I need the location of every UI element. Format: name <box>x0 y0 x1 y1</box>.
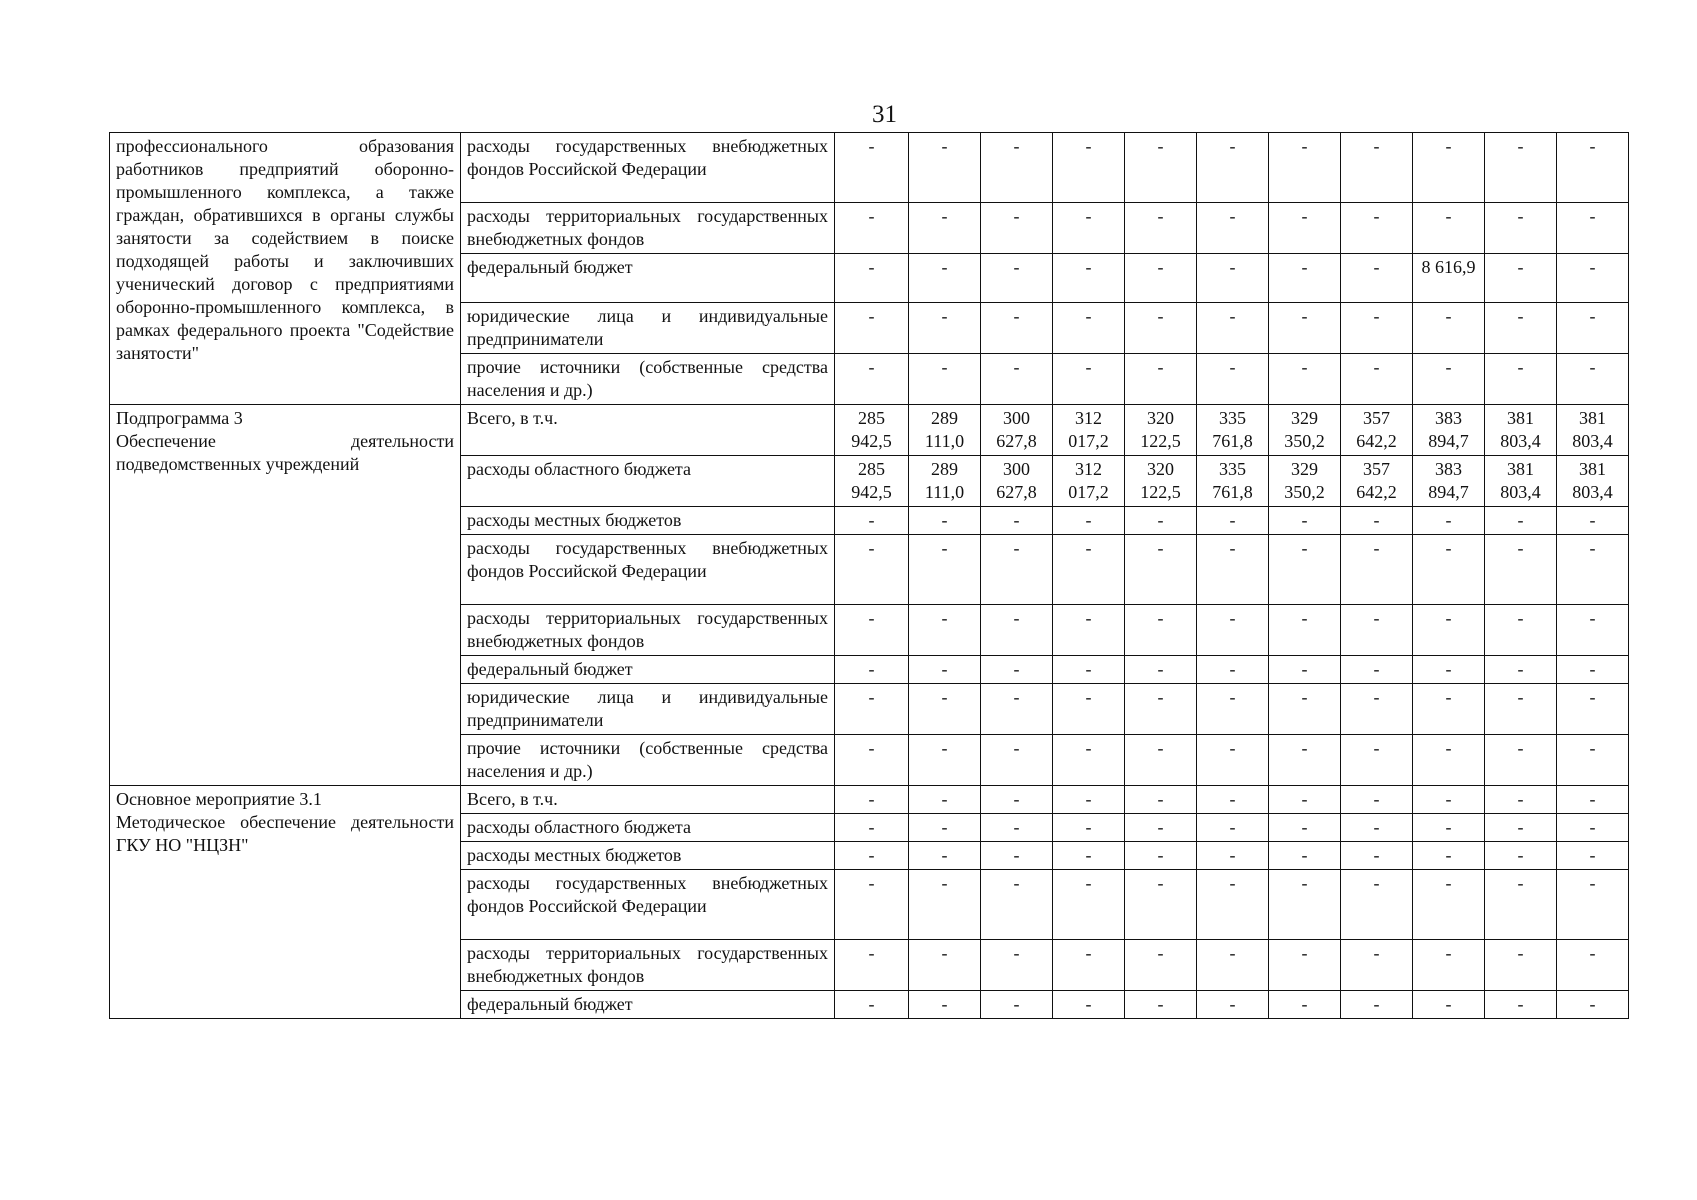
funding-source-cell: прочие источники (собственные средства населения и др.) <box>461 735 835 786</box>
program-name-line: Основное мероприятие 3.1 <box>116 789 322 809</box>
funding-source-cell: федеральный бюджет <box>461 656 835 684</box>
amount-cell: - <box>1485 254 1557 303</box>
amount-cell: - <box>1413 507 1485 535</box>
amount-cell: 381 803,4 <box>1557 405 1629 456</box>
amount-cell: - <box>1557 133 1629 203</box>
amount-cell: - <box>1125 870 1197 940</box>
amount-cell: - <box>1557 203 1629 254</box>
amount-cell: - <box>1125 354 1197 405</box>
amount-cell: - <box>1557 786 1629 814</box>
amount-cell: - <box>1125 940 1197 991</box>
amount-cell: - <box>1557 656 1629 684</box>
amount-cell: - <box>835 254 909 303</box>
amount-cell: - <box>1341 354 1413 405</box>
funding-source-cell: Всего, в т.ч. <box>461 405 835 456</box>
amount-cell: - <box>1413 991 1485 1019</box>
amount-cell: - <box>909 203 981 254</box>
amount-cell: - <box>1413 735 1485 786</box>
amount-cell: 312 017,2 <box>1053 405 1125 456</box>
amount-cell: - <box>1557 870 1629 940</box>
amount-cell: - <box>1557 814 1629 842</box>
amount-cell: - <box>909 354 981 405</box>
amount-cell: 383 894,7 <box>1413 456 1485 507</box>
amount-cell: - <box>909 605 981 656</box>
amount-cell: - <box>1269 786 1341 814</box>
amount-cell: - <box>1053 507 1125 535</box>
amount-cell: 320 122,5 <box>1125 405 1197 456</box>
amount-cell: - <box>1053 684 1125 735</box>
funding-source-cell: юридические лица и индивидуальные предприниматели <box>461 684 835 735</box>
amount-cell: 357 642,2 <box>1341 405 1413 456</box>
amount-cell: - <box>1269 507 1341 535</box>
amount-cell: - <box>835 870 909 940</box>
amount-cell: - <box>1269 870 1341 940</box>
funding-source-cell: федеральный бюджет <box>461 991 835 1019</box>
amount-cell: 300 627,8 <box>981 405 1053 456</box>
amount-cell: - <box>1341 656 1413 684</box>
amount-cell: 285 942,5 <box>835 405 909 456</box>
amount-cell: 8 616,9 <box>1413 254 1485 303</box>
amount-cell: - <box>1557 842 1629 870</box>
amount-cell: - <box>1197 735 1269 786</box>
funding-source-cell: прочие источники (собственные средства населения и др.) <box>461 354 835 405</box>
amount-cell: - <box>1557 991 1629 1019</box>
amount-cell: - <box>1125 507 1197 535</box>
amount-cell: - <box>1485 991 1557 1019</box>
amount-cell: - <box>1125 656 1197 684</box>
amount-cell: - <box>835 735 909 786</box>
amount-cell: - <box>1485 303 1557 354</box>
amount-cell: - <box>1269 735 1341 786</box>
amount-cell: - <box>835 507 909 535</box>
amount-cell: - <box>981 354 1053 405</box>
amount-cell: - <box>1413 870 1485 940</box>
amount-cell: - <box>1341 940 1413 991</box>
amount-cell: - <box>1557 507 1629 535</box>
amount-cell: - <box>909 940 981 991</box>
program-name-cell <box>110 133 461 405</box>
amount-cell: - <box>1413 656 1485 684</box>
amount-cell: - <box>1485 656 1557 684</box>
amount-cell: - <box>1053 605 1125 656</box>
amount-cell: - <box>1341 684 1413 735</box>
funding-source-cell: юридические лица и индивидуальные предприниматели <box>461 303 835 354</box>
amount-cell: 381 803,4 <box>1557 456 1629 507</box>
amount-cell: - <box>1269 842 1341 870</box>
amount-cell: - <box>1269 656 1341 684</box>
amount-cell: 329 350,2 <box>1269 405 1341 456</box>
amount-cell: - <box>1485 133 1557 203</box>
amount-cell: - <box>1053 786 1125 814</box>
amount-cell: 329 350,2 <box>1269 456 1341 507</box>
funding-source-cell: федеральный бюджет <box>461 254 835 303</box>
program-name-line: профессионального образования работников предприятий оборонно-промышленного комплекса, а также граждан, обратившихся в органы службы занятости за содействием в поиске подходящей работы и заключивших ученический договор с предприятиями оборонно-промышленного комплекса, в рамках федерального проекта "Содействие занятости" <box>116 136 454 363</box>
amount-cell: - <box>1485 203 1557 254</box>
amount-cell: - <box>1197 535 1269 605</box>
program-name-cell <box>110 405 461 786</box>
amount-cell: - <box>1197 354 1269 405</box>
amount-cell: - <box>1557 254 1629 303</box>
amount-cell: - <box>835 303 909 354</box>
amount-cell: - <box>1125 303 1197 354</box>
funding-source-cell: расходы областного бюджета <box>461 814 835 842</box>
amount-cell: - <box>835 605 909 656</box>
amount-cell: - <box>981 786 1053 814</box>
amount-cell: - <box>981 735 1053 786</box>
funding-source-cell: расходы территориальных государственных внебюджетных фондов <box>461 203 835 254</box>
amount-cell: - <box>1197 507 1269 535</box>
amount-cell: - <box>835 991 909 1019</box>
amount-cell: - <box>1053 133 1125 203</box>
amount-cell: - <box>909 842 981 870</box>
amount-cell: - <box>1053 303 1125 354</box>
amount-cell: - <box>909 786 981 814</box>
funding-source-cell: расходы территориальных государственных внебюджетных фондов <box>461 605 835 656</box>
amount-cell: - <box>1485 814 1557 842</box>
amount-cell: - <box>1485 684 1557 735</box>
amount-cell: - <box>1197 684 1269 735</box>
amount-cell: - <box>1341 814 1413 842</box>
program-name-line: Методическое обеспечение деятельности ГКУ НО "НЦЗН" <box>116 812 454 855</box>
funding-source-cell: расходы областного бюджета <box>461 456 835 507</box>
amount-cell: - <box>1485 535 1557 605</box>
amount-cell: - <box>1485 786 1557 814</box>
amount-cell: 289 111,0 <box>909 405 981 456</box>
amount-cell: - <box>1413 605 1485 656</box>
amount-cell: - <box>1341 254 1413 303</box>
amount-cell: - <box>1053 870 1125 940</box>
program-name-line: Обеспечение деятельности подведомственных учреждений <box>116 431 454 474</box>
amount-cell: 300 627,8 <box>981 456 1053 507</box>
amount-cell: 381 803,4 <box>1485 456 1557 507</box>
amount-cell: - <box>1053 254 1125 303</box>
amount-cell: - <box>1557 940 1629 991</box>
amount-cell: - <box>1341 133 1413 203</box>
amount-cell: - <box>1557 605 1629 656</box>
amount-cell: - <box>1485 940 1557 991</box>
amount-cell: - <box>835 656 909 684</box>
amount-cell: - <box>1413 814 1485 842</box>
amount-cell: - <box>981 991 1053 1019</box>
amount-cell: 357 642,2 <box>1341 456 1413 507</box>
amount-cell: - <box>1485 870 1557 940</box>
amount-cell: - <box>1341 203 1413 254</box>
amount-cell: - <box>1413 684 1485 735</box>
table-row <box>110 405 1629 456</box>
amount-cell: - <box>909 656 981 684</box>
amount-cell: - <box>1341 605 1413 656</box>
funding-source-cell: расходы государственных внебюджетных фондов Российской Федерации <box>461 535 835 605</box>
amount-cell: - <box>1053 991 1125 1019</box>
amount-cell: - <box>1269 991 1341 1019</box>
amount-cell: - <box>909 991 981 1019</box>
amount-cell: - <box>1125 133 1197 203</box>
budget-table <box>109 132 1629 1019</box>
amount-cell: - <box>981 684 1053 735</box>
amount-cell: - <box>835 786 909 814</box>
table-row <box>110 133 1629 203</box>
amount-cell: - <box>1413 842 1485 870</box>
amount-cell: - <box>1125 991 1197 1019</box>
amount-cell: - <box>1125 786 1197 814</box>
amount-cell: - <box>1269 940 1341 991</box>
amount-cell: - <box>1197 656 1269 684</box>
amount-cell: - <box>1197 605 1269 656</box>
amount-cell: - <box>1269 605 1341 656</box>
amount-cell: - <box>981 203 1053 254</box>
amount-cell: - <box>1125 814 1197 842</box>
amount-cell: - <box>835 133 909 203</box>
amount-cell: - <box>981 133 1053 203</box>
amount-cell: - <box>1197 203 1269 254</box>
page-number: 31 <box>872 101 897 128</box>
amount-cell: - <box>1557 535 1629 605</box>
amount-cell: - <box>909 684 981 735</box>
table-row <box>110 786 1629 814</box>
amount-cell: - <box>1125 605 1197 656</box>
amount-cell: - <box>1197 786 1269 814</box>
amount-cell: - <box>1341 507 1413 535</box>
funding-source-cell: расходы государственных внебюджетных фондов Российской Федерации <box>461 133 835 203</box>
funding-source-cell: расходы государственных внебюджетных фондов Российской Федерации <box>461 870 835 940</box>
amount-cell: - <box>1341 535 1413 605</box>
amount-cell: - <box>1413 303 1485 354</box>
amount-cell: - <box>1125 684 1197 735</box>
funding-source-cell: расходы местных бюджетов <box>461 507 835 535</box>
amount-cell: - <box>1557 684 1629 735</box>
amount-cell: - <box>1269 254 1341 303</box>
amount-cell: - <box>1053 940 1125 991</box>
amount-cell: - <box>981 535 1053 605</box>
amount-cell: - <box>981 507 1053 535</box>
amount-cell: - <box>1053 203 1125 254</box>
amount-cell: - <box>1269 535 1341 605</box>
amount-cell: - <box>1125 254 1197 303</box>
amount-cell: - <box>909 735 981 786</box>
amount-cell: - <box>981 254 1053 303</box>
amount-cell: - <box>1197 870 1269 940</box>
amount-cell: - <box>1269 133 1341 203</box>
amount-cell: - <box>909 303 981 354</box>
amount-cell: - <box>981 605 1053 656</box>
amount-cell: - <box>1269 354 1341 405</box>
amount-cell: - <box>1269 203 1341 254</box>
program-name-line: Подпрограмма 3 <box>116 408 243 428</box>
amount-cell: - <box>909 254 981 303</box>
amount-cell: - <box>835 535 909 605</box>
amount-cell: - <box>1557 354 1629 405</box>
amount-cell: 289 111,0 <box>909 456 981 507</box>
amount-cell: - <box>1125 735 1197 786</box>
amount-cell: - <box>1053 842 1125 870</box>
amount-cell: - <box>1485 507 1557 535</box>
amount-cell: - <box>1413 133 1485 203</box>
amount-cell: - <box>1341 303 1413 354</box>
amount-cell: - <box>1269 814 1341 842</box>
amount-cell: - <box>835 203 909 254</box>
amount-cell: - <box>1197 814 1269 842</box>
amount-cell: - <box>981 656 1053 684</box>
amount-cell: - <box>835 684 909 735</box>
amount-cell: - <box>1053 814 1125 842</box>
amount-cell: - <box>835 842 909 870</box>
amount-cell: - <box>1557 303 1629 354</box>
amount-cell: - <box>1341 870 1413 940</box>
amount-cell: - <box>1197 303 1269 354</box>
amount-cell: - <box>909 814 981 842</box>
amount-cell: - <box>1125 535 1197 605</box>
amount-cell: - <box>1125 203 1197 254</box>
amount-cell: 312 017,2 <box>1053 456 1125 507</box>
amount-cell: - <box>1413 203 1485 254</box>
amount-cell: - <box>1197 254 1269 303</box>
amount-cell: - <box>1197 842 1269 870</box>
amount-cell: - <box>1485 354 1557 405</box>
amount-cell: - <box>1341 842 1413 870</box>
amount-cell: - <box>909 507 981 535</box>
amount-cell: - <box>1341 786 1413 814</box>
amount-cell: - <box>1485 605 1557 656</box>
amount-cell: - <box>1557 735 1629 786</box>
amount-cell: - <box>1197 940 1269 991</box>
amount-cell: - <box>1485 735 1557 786</box>
funding-source-cell: Всего, в т.ч. <box>461 786 835 814</box>
amount-cell: 335 761,8 <box>1197 405 1269 456</box>
amount-cell: - <box>1413 354 1485 405</box>
amount-cell: - <box>981 303 1053 354</box>
amount-cell: - <box>1053 354 1125 405</box>
amount-cell: - <box>1197 991 1269 1019</box>
funding-source-cell: расходы территориальных государственных внебюджетных фондов <box>461 940 835 991</box>
amount-cell: - <box>1053 535 1125 605</box>
amount-cell: - <box>1413 535 1485 605</box>
amount-cell: - <box>909 535 981 605</box>
amount-cell: - <box>909 870 981 940</box>
amount-cell: - <box>1413 940 1485 991</box>
amount-cell: - <box>981 940 1053 991</box>
amount-cell: 320 122,5 <box>1125 456 1197 507</box>
amount-cell: - <box>1125 842 1197 870</box>
amount-cell: - <box>1485 842 1557 870</box>
funding-source-cell: расходы местных бюджетов <box>461 842 835 870</box>
amount-cell: 383 894,7 <box>1413 405 1485 456</box>
amount-cell: - <box>1269 303 1341 354</box>
amount-cell: - <box>835 354 909 405</box>
amount-cell: - <box>1341 991 1413 1019</box>
amount-cell: 381 803,4 <box>1485 405 1557 456</box>
amount-cell: - <box>981 870 1053 940</box>
amount-cell: - <box>835 814 909 842</box>
table-body <box>110 133 1629 1019</box>
amount-cell: 335 761,8 <box>1197 456 1269 507</box>
amount-cell: - <box>835 940 909 991</box>
amount-cell: - <box>1053 656 1125 684</box>
amount-cell: - <box>1413 786 1485 814</box>
amount-cell: - <box>981 842 1053 870</box>
amount-cell: - <box>981 814 1053 842</box>
amount-cell: - <box>1197 133 1269 203</box>
amount-cell: - <box>909 133 981 203</box>
program-name-cell <box>110 786 461 1019</box>
amount-cell: 285 942,5 <box>835 456 909 507</box>
amount-cell: - <box>1269 684 1341 735</box>
amount-cell: - <box>1341 735 1413 786</box>
amount-cell: - <box>1053 735 1125 786</box>
